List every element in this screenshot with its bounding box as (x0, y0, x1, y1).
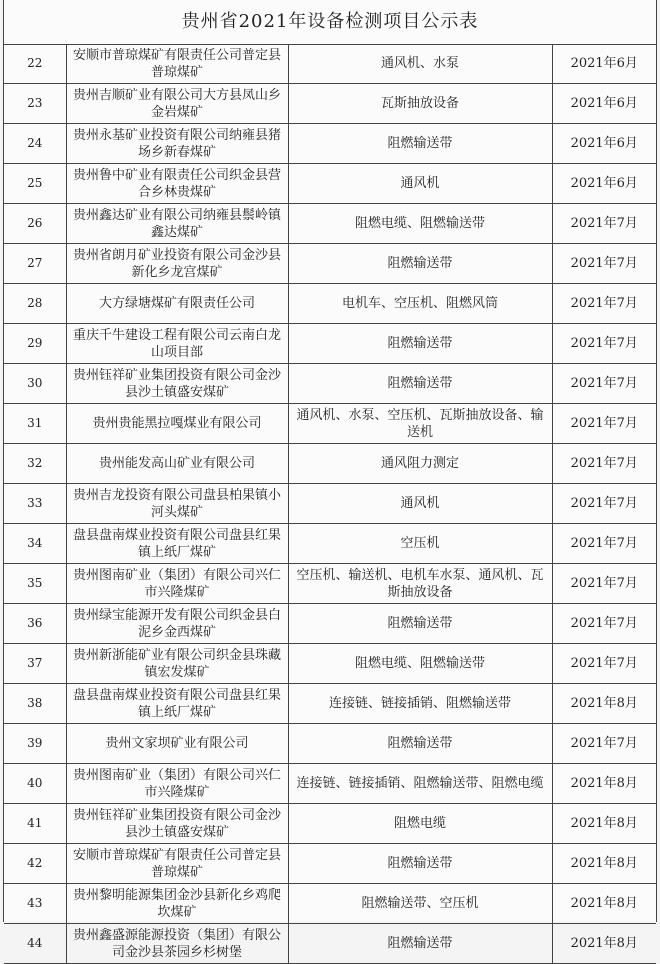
inspection-items: 通风机 (288, 484, 552, 524)
table-row (4, 884, 656, 924)
inspection-date: 2021年6月 (552, 164, 656, 204)
company-name: 大方绿塘煤矿有限责任公司 (66, 284, 288, 324)
row-number: 44 (4, 924, 66, 964)
company-name: 贵州图南矿业（集团）有限公司兴仁市兴隆煤矿 (66, 564, 288, 604)
inspection-items: 阻燃输送带 (288, 124, 552, 164)
inspection-date: 2021年7月 (552, 324, 656, 364)
row-number: 23 (4, 84, 66, 124)
inspection-items: 阻燃输送带 (288, 364, 552, 404)
inspection-items: 阻燃输送带 (288, 324, 552, 364)
table-row (4, 844, 656, 884)
inspection-date: 2021年8月 (552, 684, 656, 724)
inspection-items: 通风机 (288, 164, 552, 204)
inspection-date: 2021年7月 (552, 724, 656, 764)
company-name: 贵州文家坝矿业有限公司 (66, 724, 288, 764)
inspection-date: 2021年7月 (552, 404, 656, 444)
company-name: 盘县盘南煤业投资有限公司盘县红果镇上纸厂煤矿 (66, 524, 288, 564)
table-row (4, 644, 656, 684)
inspection-date: 2021年8月 (552, 884, 656, 924)
inspection-items: 阻燃电缆 (288, 804, 552, 844)
company-name: 贵州鑫盛源能源投资（集团）有限公司金沙县茶园乡杉树堡 (66, 924, 288, 964)
table-row (4, 724, 656, 764)
company-name: 安顺市普琼煤矿有限责任公司普定县普琼煤矿 (66, 844, 288, 884)
row-number: 30 (4, 364, 66, 404)
row-number: 33 (4, 484, 66, 524)
company-name: 贵州永基矿业投资有限公司纳雍县猪场乡新春煤矿 (66, 124, 288, 164)
inspection-items: 阻燃输送带、空压机 (288, 884, 552, 924)
company-name: 贵州新浙能矿业有限公司织金县珠藏镇宏发煤矿 (66, 644, 288, 684)
table-row (4, 164, 656, 204)
table-row (4, 404, 656, 444)
inspection-items: 阻燃输送带 (288, 844, 552, 884)
inspection-items: 阻燃输送带 (288, 244, 552, 284)
row-number: 25 (4, 164, 66, 204)
inspection-date: 2021年6月 (552, 124, 656, 164)
document-sheet (3, 0, 657, 960)
company-name: 贵州省朗月矿业投资有限公司金沙县新化乡龙宫煤矿 (66, 244, 288, 284)
inspection-items: 通风机、水泵 (288, 44, 552, 84)
table-row (4, 524, 656, 564)
inspection-items: 空压机、输送机、电机车水泵、通风机、瓦斯抽放设备 (288, 564, 552, 604)
table-row (4, 364, 656, 404)
company-name: 贵州黎明能源集团金沙县新化乡鸡爬坎煤矿 (66, 884, 288, 924)
company-name: 贵州吉龙投资有限公司盘县柏果镇小河头煤矿 (66, 484, 288, 524)
inspection-date: 2021年7月 (552, 644, 656, 684)
inspection-date: 2021年8月 (552, 844, 656, 884)
row-number: 27 (4, 244, 66, 284)
table-row (4, 484, 656, 524)
page-title: 贵州省2021年设备检测项目公示表 (4, 0, 656, 45)
company-name: 贵州能发高山矿业有限公司 (66, 444, 288, 484)
row-number: 41 (4, 804, 66, 844)
table-row (4, 84, 656, 124)
row-number: 36 (4, 604, 66, 644)
inspection-date: 2021年7月 (552, 564, 656, 604)
company-name: 贵州吉顺矿业有限公司大方县凤山乡金岩煤矿 (66, 84, 288, 124)
company-name: 重庆千牛建设工程有限公司云南白龙山项目部 (66, 324, 288, 364)
inspection-items: 通风阻力测定 (288, 444, 552, 484)
table-row (4, 44, 656, 84)
company-name: 安顺市普琼煤矿有限责任公司普定县普琼煤矿 (66, 44, 288, 84)
inspection-date: 2021年8月 (552, 764, 656, 804)
company-name: 贵州鲁中矿业有限责任公司织金县营合乡林贵煤矿 (66, 164, 288, 204)
inspection-table (4, 44, 656, 964)
inspection-date: 2021年7月 (552, 244, 656, 284)
inspection-items: 通风机、水泵、空压机、瓦斯抽放设备、输送机 (288, 404, 552, 444)
inspection-items: 阻燃电缆、阻燃输送带 (288, 204, 552, 244)
table-row (4, 804, 656, 844)
table-row (4, 924, 656, 964)
company-name: 盘县盘南煤业投资有限公司盘县红果镇上纸厂煤矿 (66, 684, 288, 724)
company-name: 贵州鑫达矿业有限公司纳雍县鬃岭镇鑫达煤矿 (66, 204, 288, 244)
table-row (4, 124, 656, 164)
table-row (4, 284, 656, 324)
row-number: 29 (4, 324, 66, 364)
row-number: 43 (4, 884, 66, 924)
table-row (4, 244, 656, 284)
row-number: 24 (4, 124, 66, 164)
company-name: 贵州钰祥矿业集团投资有限公司金沙县沙土镇盛安煤矿 (66, 364, 288, 404)
company-name: 贵州钰祥矿业集团投资有限公司金沙县沙土镇盛安煤矿 (66, 804, 288, 844)
inspection-date: 2021年6月 (552, 84, 656, 124)
inspection-date: 2021年7月 (552, 204, 656, 244)
inspection-date: 2021年7月 (552, 284, 656, 324)
company-name: 贵州贵能黑拉嘎煤业有限公司 (66, 404, 288, 444)
inspection-items: 阻燃输送带 (288, 924, 552, 964)
inspection-items: 电机车、空压机、阻燃风筒 (288, 284, 552, 324)
company-name: 贵州绿宝能源开发有限公司织金县白泥乡金西煤矿 (66, 604, 288, 644)
inspection-date: 2021年6月 (552, 44, 656, 84)
row-number: 38 (4, 684, 66, 724)
row-number: 26 (4, 204, 66, 244)
table-row (4, 324, 656, 364)
inspection-items: 连接链、链接插销、阻燃输送带、阻燃电缆 (288, 764, 552, 804)
inspection-date: 2021年7月 (552, 484, 656, 524)
row-number: 35 (4, 564, 66, 604)
inspection-items: 阻燃输送带 (288, 604, 552, 644)
inspection-date: 2021年7月 (552, 444, 656, 484)
inspection-items: 空压机 (288, 524, 552, 564)
inspection-items: 阻燃输送带 (288, 724, 552, 764)
row-number: 40 (4, 764, 66, 804)
row-number: 32 (4, 444, 66, 484)
inspection-items: 连接链、链接插销、阻燃输送带 (288, 684, 552, 724)
row-number: 39 (4, 724, 66, 764)
table-body (4, 44, 656, 964)
inspection-date: 2021年8月 (552, 924, 656, 964)
table-row (4, 684, 656, 724)
table-row (4, 204, 656, 244)
row-number: 34 (4, 524, 66, 564)
inspection-date: 2021年7月 (552, 604, 656, 644)
company-name: 贵州图南矿业（集团）有限公司兴仁市兴隆煤矿 (66, 764, 288, 804)
table-row (4, 564, 656, 604)
row-number: 28 (4, 284, 66, 324)
inspection-date: 2021年7月 (552, 364, 656, 404)
row-number: 22 (4, 44, 66, 84)
inspection-items: 阻燃电缆、阻燃输送带 (288, 644, 552, 684)
row-number: 42 (4, 844, 66, 884)
inspection-items: 瓦斯抽放设备 (288, 84, 552, 124)
table-row (4, 604, 656, 644)
table-row (4, 444, 656, 484)
table-row (4, 764, 656, 804)
row-number: 37 (4, 644, 66, 684)
inspection-date: 2021年7月 (552, 524, 656, 564)
inspection-date: 2021年8月 (552, 804, 656, 844)
row-number: 31 (4, 404, 66, 444)
